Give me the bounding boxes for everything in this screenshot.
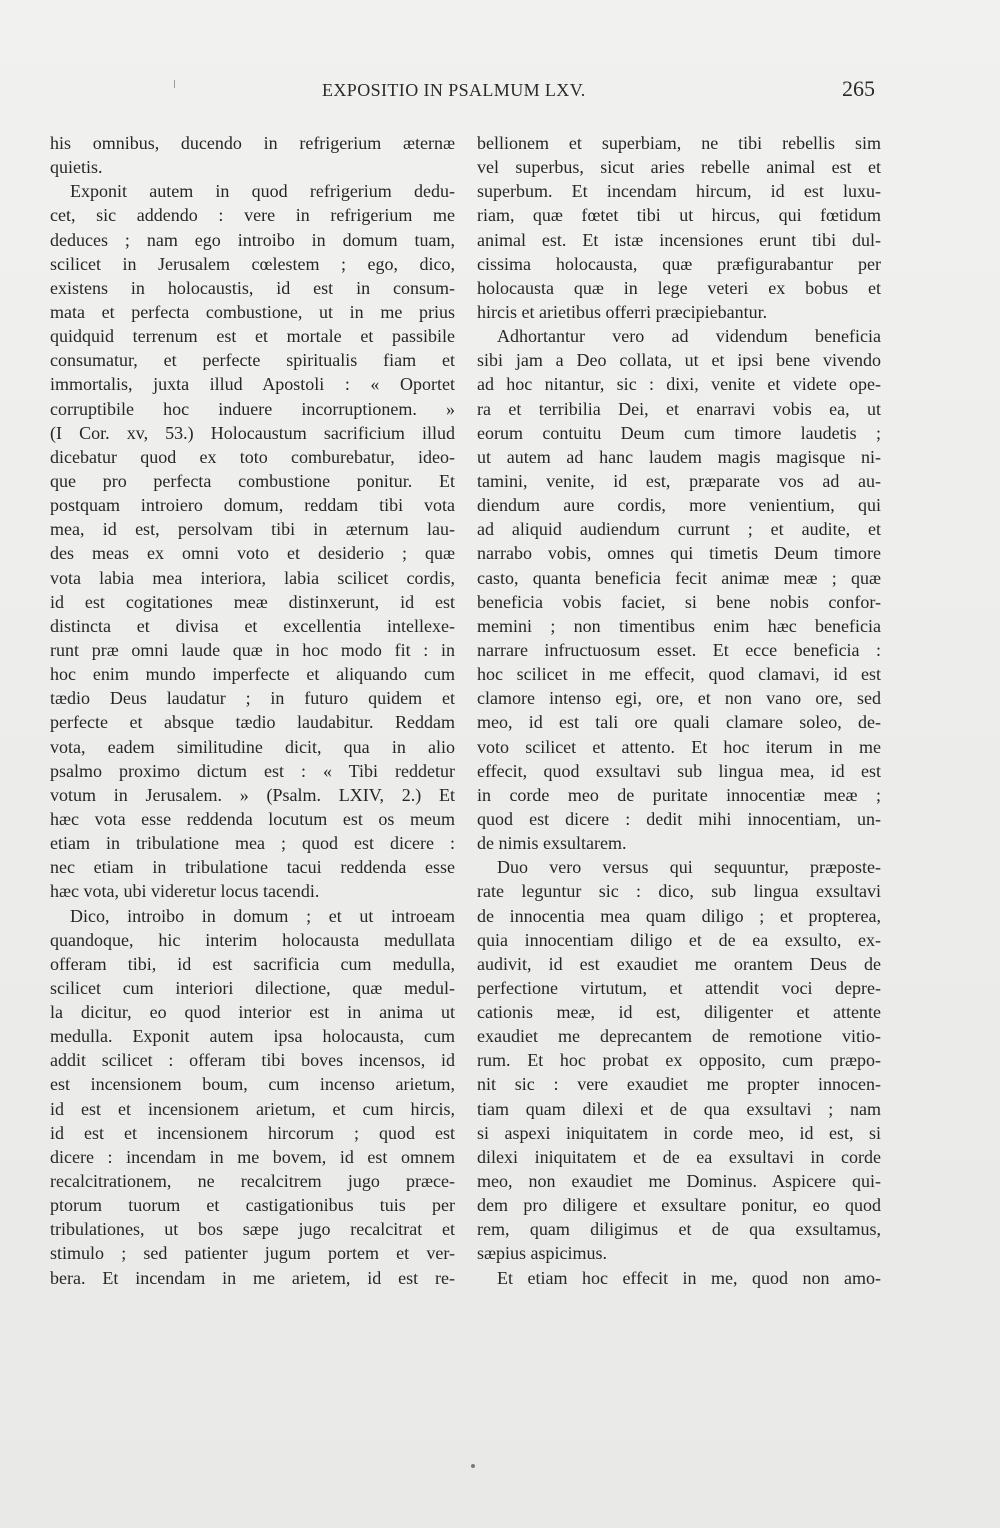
text-line: meo, id est tali ore quali clamare soleo, de- <box>477 712 881 733</box>
text-line: si aspexi iniquitatem in corde meo, id est, si <box>477 1122 881 1143</box>
text-line: casto, quanta beneficia fecit animæ meæ ; quæ <box>477 567 881 588</box>
text-line: narrare infructuosum esset. Et ecce beneficia : <box>477 639 881 660</box>
running-title: EXPOSITIO IN PSALMUM LXV. <box>322 80 586 100</box>
text-line: exaudiet me deprecantem de remotione vitio- <box>477 1026 881 1047</box>
left-text-column <box>50 131 455 1290</box>
text-line: dicere : incendam in me bovem, id est omnem <box>50 1146 455 1167</box>
text-line: stimulo ; sed patienter jugum portem et ver- <box>50 1243 455 1264</box>
text-line: des meas ex omni voto et desiderio ; quæ <box>50 543 455 564</box>
text-line: quandoque, hic interim holocausta medullata <box>50 929 455 950</box>
text-line: ut autem ad hanc laudem magis magisque ni- <box>477 446 881 467</box>
margin-mark <box>174 80 175 88</box>
text-line: narrabo vobis, omnes qui timetis Deum timore <box>477 543 881 564</box>
text-line: tribulationes, ut bos sæpe jugo recalcitrat et <box>50 1219 455 1240</box>
text-line: psalmo proximo dictum est : « Tibi reddetur <box>50 760 455 781</box>
text-line: cationis meæ, id est, diligenter et attente <box>477 1002 881 1023</box>
text-line: scilicet cum interiori dilectione, quæ medul- <box>50 977 455 998</box>
text-line: in corde meo de puritate innocentiæ meæ ; <box>477 784 881 805</box>
right-text-column <box>477 131 881 1290</box>
text-line: Et etiam hoc effecit in me, quod non amo- <box>497 1267 881 1288</box>
text-line: tamini, venite, id est, præparate vos ad au- <box>477 470 881 491</box>
text-line: ad hoc nitantur, sic : dixi, venite et videte ope- <box>477 374 881 395</box>
text-line: quietis. <box>50 157 103 178</box>
text-line: postquam introiero domum, reddam tibi vota <box>50 495 455 516</box>
text-line: ra et terribilia Dei, et enarravi vobis ea, ut <box>477 398 881 419</box>
text-line: recalcitrationem, ne recalcitrem jugo præce- <box>50 1171 455 1192</box>
text-line: cet, sic addendo : vere in refrigerium me <box>50 205 455 226</box>
text-line: audivit, id est exaudiet me orantem Deus de <box>477 953 881 974</box>
text-line: Dico, introibo in domum ; et ut introeam <box>70 905 455 926</box>
text-line: riam, quæ fœtet tibi ut hircus, qui fœtidum <box>477 205 881 226</box>
text-line: ptorum tuorum et castigationibus tuis per <box>50 1195 455 1216</box>
text-line: clamore intenso egi, ore, et non vano ore, sed <box>477 688 881 709</box>
text-line: immortalis, juxta illud Apostoli : « Oportet <box>50 374 455 395</box>
text-line: tædio Deus laudatur ; in futuro quidem et <box>50 688 455 709</box>
text-line: de nimis exsultarem. <box>477 833 627 854</box>
text-line: holocausta quæ in lege veteri ex bobus et <box>477 277 881 298</box>
text-line: runt præ omni laude quæ in hoc modo fit : in <box>50 639 455 660</box>
text-line: nit sic : vere exaudiet me propter innocen- <box>477 1074 881 1095</box>
text-line: medulla. Exponit autem ipsa holocausta, cum <box>50 1026 455 1047</box>
text-line: animal est. Et istæ incensiones erunt tibi dul- <box>477 229 881 250</box>
text-line: votum in Jerusalem. » (Psalm. LXIV, 2.) Et <box>50 784 455 805</box>
text-line: cissima holocausta, quæ præfigurabantur per <box>477 253 881 274</box>
text-line: distincta et divisa et excellentia intellexe- <box>50 615 455 636</box>
text-line: consumatur, et perfecte spiritualis fiam et <box>50 350 455 371</box>
text-line: addit scilicet : offeram tibi boves incensos, id <box>50 1050 455 1071</box>
text-line: id est cogitationes meæ distinxerunt, id est <box>50 591 455 612</box>
text-line: voto scilicet et attento. Et hoc iterum in me <box>477 736 881 757</box>
text-line: hæc vota esse reddenda locutum est os meum <box>50 808 455 829</box>
text-line: que pro perfecta combustione ponitur. Et <box>50 470 455 491</box>
text-line: Adhortantur vero ad videndum beneficia <box>497 326 881 347</box>
text-line: hoc scilicet in me effecit, quod clamavi, id est <box>477 664 881 685</box>
text-line: scilicet in Jerusalem cœlestem ; ego, dico, <box>50 253 455 274</box>
text-line: ad aliquid audiendum currunt ; et audite, et <box>477 519 881 540</box>
text-line: rem, quam diligimus et de qua exsultamus, <box>477 1219 881 1240</box>
text-line: Exponit autem in quod refrigerium dedu- <box>70 181 455 202</box>
text-line: bellionem et superbiam, ne tibi rebellis sim <box>477 133 881 153</box>
text-line: id est et incensionem arietum, et cum hircis, <box>50 1098 455 1119</box>
text-line: diendum aure cordis, more venientium, qui <box>477 495 881 516</box>
text-line: dem pro diligere et exsultare ponitur, eo quod <box>477 1195 881 1216</box>
text-line: de innocentia mea quam diligo ; et propterea, <box>477 905 881 926</box>
text-line: offeram tibi, id est sacrificia cum medulla, <box>50 953 455 974</box>
text-line: deduces ; nam ego introibo in domum tuam, <box>50 229 455 250</box>
text-line: nec etiam in tribulatione tacui reddenda esse <box>50 857 455 878</box>
text-line: hæc vota, ubi videretur locus tacendi. <box>50 881 320 902</box>
text-line: his omnibus, ducendo in refrigerium æternæ <box>50 133 455 153</box>
text-line: la dicitur, eo quod interior est in anima ut <box>50 1002 455 1023</box>
text-line: tiam quam dilexi et de qua exsultavi ; nam <box>477 1098 881 1119</box>
text-line: hoc enim mundo imperfecte et aliquando cum <box>50 664 455 685</box>
text-line: rum. Et hoc probat ex opposito, cum præpo- <box>477 1050 881 1071</box>
page-number: 265 <box>842 76 875 101</box>
text-line: rate leguntur sic : dico, sub lingua exsultavi <box>477 881 881 902</box>
text-line: eorum contuitu Deum cum timore laudetis ; <box>477 422 881 443</box>
text-line: id est et incensionem hircorum ; quod est <box>50 1122 455 1143</box>
text-line: sibi jam a Deo collata, ut et ipsi bene vivendo <box>477 350 881 371</box>
text-line: corruptibile hoc induere incorruptionem. » <box>50 398 455 419</box>
text-line: meo, non exaudiet me Dominus. Aspicere qui- <box>477 1171 881 1192</box>
text-line: dicebatur quod ex toto comburebatur, ideo- <box>50 446 455 467</box>
text-line: mea, id est, persolvam tibi in æternum lau- <box>50 519 455 540</box>
text-line: quod est dicere : dedit mihi innocentiam, un- <box>477 808 881 829</box>
text-line: vel superbus, sicut aries rebelle animal est et <box>477 157 881 178</box>
text-line: dilexi iniquitatem et de ea exsultavi in corde <box>477 1146 881 1167</box>
text-line: memini ; non timentibus enim hæc beneficia <box>477 615 881 636</box>
text-line: etiam in tribulatione mea ; quod est dicere : <box>50 833 455 854</box>
text-line: Duo vero versus qui sequuntur, præposte- <box>497 857 881 878</box>
text-line: bera. Et incendam in me arietem, id est re- <box>50 1267 455 1288</box>
text-line: existens in holocaustis, id est in consum- <box>50 277 455 298</box>
text-line: est incensionem boum, cum incenso arietum, <box>50 1074 455 1095</box>
text-line: effecit, quod exsultavi sub lingua mea, id est <box>477 760 881 781</box>
text-line: vota, eadem similitudine dicit, qua in alio <box>50 736 455 757</box>
text-line: sæpius aspicimus. <box>477 1243 608 1264</box>
text-line: hircis et arietibus offerri præcipiebantur. <box>477 301 768 322</box>
text-line: quidquid terrenum est et mortale et passibile <box>50 326 455 347</box>
text-line: superbum. Et incendam hircum, id est luxu- <box>477 181 881 202</box>
text-line: perfectione virtutum, et attendit voci depre- <box>477 977 881 998</box>
text-line: quia innocentiam diligo et de ea exsulto, ex- <box>477 929 881 950</box>
text-line: beneficia vobis faciet, si bene nobis confor- <box>477 591 881 612</box>
text-line: vota labia mea interiora, labia scilicet cordis, <box>50 567 455 588</box>
text-line: mata et perfecta combustione, ut in me prius <box>50 301 455 322</box>
text-line: (I Cor. xv, 53.) Holocaustum sacrificium illud <box>50 422 455 443</box>
text-line: perfecte et absque tædio laudabitur. Reddam <box>50 712 455 733</box>
bottom-speck <box>471 1464 475 1468</box>
